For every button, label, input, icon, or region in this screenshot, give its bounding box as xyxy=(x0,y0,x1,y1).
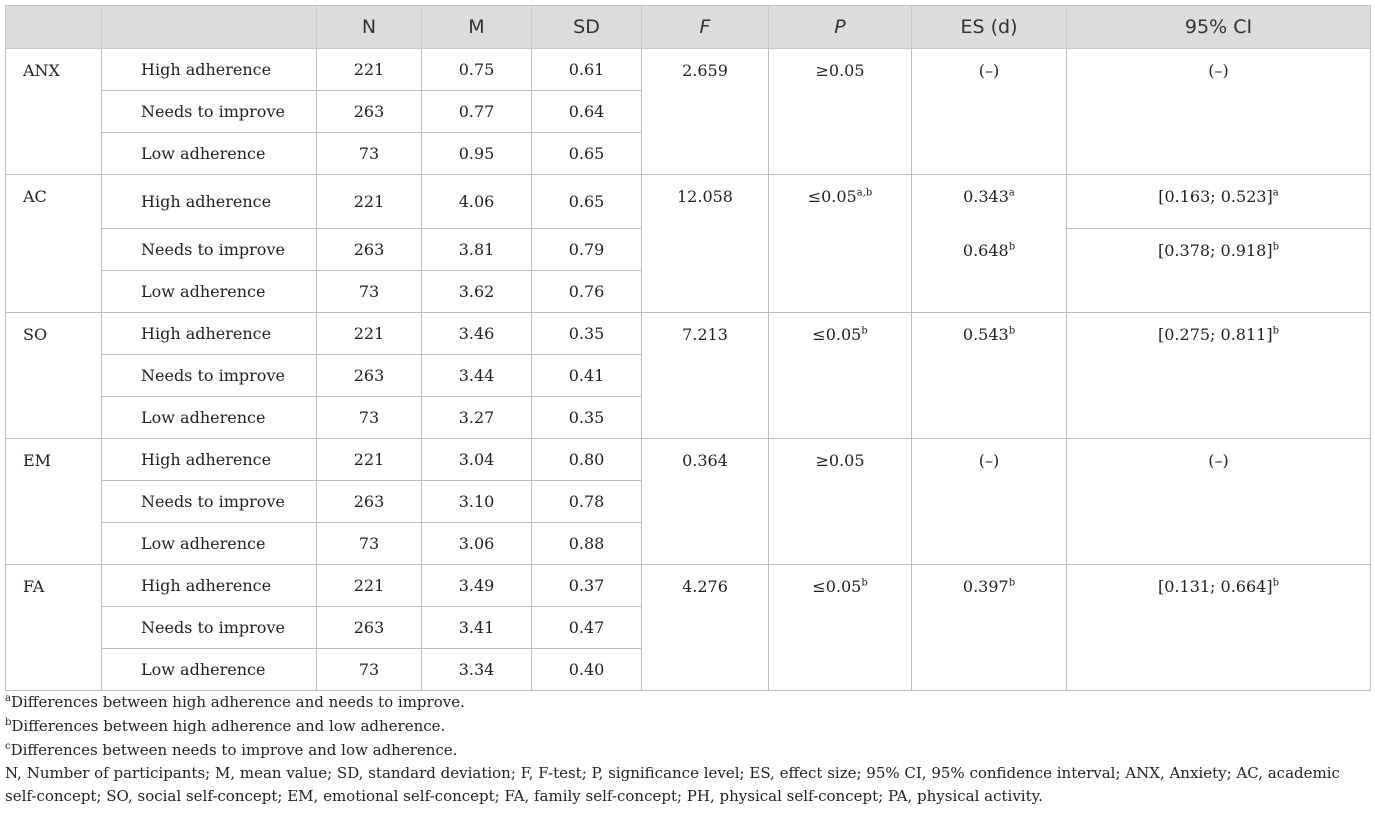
sd-value xyxy=(532,133,642,175)
group-label-text: EM xyxy=(23,451,52,470)
sd-value-text: 0.64 xyxy=(568,102,605,121)
p-value-superscript: b xyxy=(861,577,868,589)
f-value-text: 4.276 xyxy=(682,577,728,596)
confidence-interval xyxy=(1067,175,1371,229)
effect-size-text: (–) xyxy=(978,61,1000,80)
n-value-text: 73 xyxy=(358,282,380,301)
n-value-text: 221 xyxy=(353,576,385,595)
header-ci: 95% CI xyxy=(1067,6,1371,49)
n-value-text: 221 xyxy=(353,192,385,211)
sd-value-text: 0.65 xyxy=(568,192,605,211)
effect-size-text: 0.648 xyxy=(962,240,1009,260)
footnote-c xyxy=(5,738,1370,762)
footnote-text: Differences between high adherence and needs to improve. xyxy=(10,693,465,711)
adherence-group xyxy=(102,397,317,439)
sd-value xyxy=(532,355,642,397)
n-value xyxy=(317,313,422,355)
n-value-text: 73 xyxy=(358,660,380,679)
n-value-text: 263 xyxy=(353,240,385,259)
adherence-group xyxy=(102,565,317,607)
adherence-group xyxy=(102,523,317,565)
sd-value xyxy=(532,271,642,313)
f-value-text: 2.659 xyxy=(682,61,728,80)
adherence-group xyxy=(102,439,317,481)
n-value-text: 221 xyxy=(353,60,385,79)
n-value xyxy=(317,91,422,133)
effect-size-text: 0.543 xyxy=(962,325,1009,344)
group-label-text: ANX xyxy=(23,61,60,80)
sd-value-text: 0.88 xyxy=(568,534,605,553)
p-value-text: ≤0.05 xyxy=(807,187,857,206)
footnote-text: Differences between high adherence and low adherence. xyxy=(11,717,446,735)
table-row xyxy=(6,229,1371,271)
adherence-group-text: High adherence xyxy=(141,576,272,595)
mean-value xyxy=(422,523,532,565)
adherence-group-text: High adherence xyxy=(141,450,272,469)
table-row xyxy=(6,313,1371,355)
n-value xyxy=(317,565,422,607)
mean-value xyxy=(422,133,532,175)
f-value xyxy=(642,565,769,691)
mean-value-text: 3.27 xyxy=(458,408,495,427)
mean-value-text: 0.77 xyxy=(458,102,495,121)
confidence-interval-superscript: b xyxy=(1272,241,1279,253)
sd-value-text: 0.79 xyxy=(568,240,605,259)
f-value-text: 12.058 xyxy=(677,187,733,206)
confidence-interval-text: [0.378; 0.918] xyxy=(1158,241,1273,260)
confidence-interval-superscript: b xyxy=(1272,577,1279,589)
adherence-group xyxy=(102,607,317,649)
sd-value-text: 0.35 xyxy=(568,324,605,343)
confidence-interval xyxy=(1067,49,1371,175)
mean-value xyxy=(422,313,532,355)
sd-value-text: 0.61 xyxy=(568,60,605,79)
footnote-marker: a xyxy=(5,693,11,704)
effect-size-text: 0.397 xyxy=(962,577,1009,596)
n-value xyxy=(317,175,422,229)
sd-value-text: 0.37 xyxy=(568,576,605,595)
header-n: N xyxy=(317,6,422,49)
adherence-group xyxy=(102,313,317,355)
mean-value xyxy=(422,175,532,229)
adherence-group xyxy=(102,481,317,523)
adherence-group xyxy=(102,229,317,271)
mean-value xyxy=(422,481,532,523)
n-value xyxy=(317,133,422,175)
mean-value-text: 3.04 xyxy=(458,450,495,469)
n-value xyxy=(317,49,422,91)
p-value-continued xyxy=(769,229,912,313)
p-value xyxy=(769,313,912,439)
table-row xyxy=(6,439,1371,481)
confidence-interval xyxy=(1067,313,1371,439)
adherence-group xyxy=(102,91,317,133)
table-row xyxy=(6,175,1371,229)
effect-size-superscript: b xyxy=(1008,577,1016,589)
effect-size xyxy=(912,313,1067,439)
confidence-interval-superscript: a xyxy=(1272,187,1279,199)
mean-value-text: 3.46 xyxy=(458,324,495,343)
mean-value-text: 3.81 xyxy=(458,240,495,259)
confidence-interval-text: [0.131; 0.664] xyxy=(1158,577,1273,596)
adherence-group-text: Low adherence xyxy=(141,534,266,553)
p-value-text: ≤0.05 xyxy=(812,577,862,596)
sd-value xyxy=(532,649,642,691)
f-value-text: 7.213 xyxy=(682,325,728,344)
table-notes xyxy=(5,690,1370,808)
table-body xyxy=(6,49,1371,691)
mean-value-text: 3.10 xyxy=(458,492,495,511)
confidence-interval-text: [0.275; 0.811] xyxy=(1158,325,1273,344)
sd-value-text: 0.40 xyxy=(568,660,605,679)
mean-value-text: 3.49 xyxy=(458,576,495,595)
effect-size xyxy=(912,439,1067,565)
p-value-text: ≥0.05 xyxy=(815,451,865,470)
sd-value-text: 0.65 xyxy=(568,144,605,163)
group-label-text: AC xyxy=(23,187,47,206)
n-value xyxy=(317,397,422,439)
adherence-group-text: High adherence xyxy=(141,60,272,79)
confidence-interval xyxy=(1067,439,1371,565)
adherence-group-text: Needs to improve xyxy=(141,618,285,637)
n-value xyxy=(317,649,422,691)
p-value xyxy=(769,439,912,565)
f-value xyxy=(642,313,769,439)
mean-value xyxy=(422,565,532,607)
mean-value xyxy=(422,49,532,91)
sd-value-text: 0.80 xyxy=(568,450,605,469)
sd-value xyxy=(532,313,642,355)
n-value-text: 73 xyxy=(358,144,380,163)
effect-size-text: 0.343 xyxy=(963,187,1009,206)
confidence-interval-text: (–) xyxy=(1208,61,1229,80)
confidence-interval xyxy=(1067,565,1371,691)
table-row xyxy=(6,49,1371,91)
sd-value xyxy=(532,607,642,649)
sd-value xyxy=(532,91,642,133)
sd-value xyxy=(532,523,642,565)
adherence-group-text: Needs to improve xyxy=(141,102,285,121)
p-value-text: ≥0.05 xyxy=(815,61,865,80)
mean-value-text: 3.34 xyxy=(458,660,495,679)
adherence-group xyxy=(102,649,317,691)
mean-value xyxy=(422,91,532,133)
effect-size xyxy=(912,49,1067,175)
sd-value xyxy=(532,397,642,439)
n-value xyxy=(317,439,422,481)
mean-value xyxy=(422,229,532,271)
confidence-interval-text: (–) xyxy=(1208,451,1229,470)
sd-value xyxy=(532,229,642,271)
footnote-marker: b xyxy=(5,717,12,728)
adherence-group xyxy=(102,355,317,397)
sd-value xyxy=(532,481,642,523)
footnote-text: Differences between needs to improve and low adherence. xyxy=(10,741,458,759)
n-value-text: 73 xyxy=(358,408,380,427)
mean-value xyxy=(422,355,532,397)
confidence-interval-superscript: b xyxy=(1272,325,1279,337)
footnote-b xyxy=(5,714,1370,738)
header-es: ES (d) xyxy=(912,6,1067,49)
n-value-text: 73 xyxy=(358,534,380,553)
mean-value xyxy=(422,439,532,481)
adherence-group-text: Low adherence xyxy=(141,408,266,427)
mean-value-text: 3.06 xyxy=(458,534,495,553)
sd-value-text: 0.76 xyxy=(568,282,605,301)
abbreviations-note: N, Number of participants; M, mean value; SD, standard deviation; F, F-test; P, significance level; ES, effect size; 95% CI, 95% confidence interval; ANX, Anxiety; AC, academic self-concept; SO, social self-concept; EM, emotional self-concept; FA, family self-concept; PH, physical self-concept; PA, physical activity. xyxy=(5,764,1340,805)
adherence-group xyxy=(102,175,317,229)
sd-value-text: 0.41 xyxy=(568,366,605,385)
adherence-group-text: Needs to improve xyxy=(141,366,285,385)
p-value-text: ≤0.05 xyxy=(812,325,862,344)
n-value-text: 263 xyxy=(353,492,385,511)
results-table xyxy=(5,5,1371,691)
mean-value xyxy=(422,397,532,439)
n-value-text: 263 xyxy=(353,618,385,637)
group-label xyxy=(6,439,102,565)
sd-value-text: 0.78 xyxy=(568,492,605,511)
n-value xyxy=(317,355,422,397)
n-value xyxy=(317,523,422,565)
mean-value-text: 0.95 xyxy=(458,144,495,163)
n-value-text: 221 xyxy=(353,324,385,343)
n-value xyxy=(317,607,422,649)
header-f: F xyxy=(642,6,769,49)
sd-value-text: 0.47 xyxy=(568,618,605,637)
mean-value xyxy=(422,271,532,313)
f-value xyxy=(642,175,769,229)
adherence-group-text: Needs to improve xyxy=(141,492,285,511)
sd-value xyxy=(532,439,642,481)
sd-value xyxy=(532,49,642,91)
p-value-superscript: b xyxy=(861,325,868,337)
group-label xyxy=(6,565,102,691)
f-value-continued xyxy=(642,229,769,313)
sd-value-text: 0.35 xyxy=(568,408,605,427)
header-p: P xyxy=(769,6,912,49)
header-m: M xyxy=(422,6,532,49)
n-value-text: 263 xyxy=(353,102,385,121)
p-value xyxy=(769,175,912,229)
adherence-group-text: High adherence xyxy=(141,192,272,211)
mean-value-text: 0.75 xyxy=(458,60,495,79)
adherence-group xyxy=(102,49,317,91)
mean-value-text: 4.06 xyxy=(458,192,495,211)
table-row xyxy=(6,565,1371,607)
f-value xyxy=(642,49,769,175)
adherence-group xyxy=(102,133,317,175)
mean-value-text: 3.41 xyxy=(458,618,495,637)
mean-value-text: 3.62 xyxy=(458,282,495,301)
sd-value xyxy=(532,565,642,607)
header-row xyxy=(6,6,1371,49)
n-value xyxy=(317,271,422,313)
effect-size xyxy=(912,175,1067,229)
effect-size-superscript: b xyxy=(1008,241,1016,253)
f-value-text: 0.364 xyxy=(682,451,728,470)
header-cell-blank-1 xyxy=(6,6,102,49)
effect-size-superscript: a xyxy=(1008,187,1015,199)
mean-value-text: 3.44 xyxy=(458,366,495,385)
p-value xyxy=(769,565,912,691)
confidence-interval xyxy=(1067,229,1371,313)
mean-value xyxy=(422,649,532,691)
n-value xyxy=(317,481,422,523)
group-label-text: SO xyxy=(23,325,48,344)
n-value-text: 221 xyxy=(353,450,385,469)
effect-size-text: (–) xyxy=(978,451,1000,470)
header-cell-blank-2 xyxy=(102,6,317,49)
adherence-group-text: Needs to improve xyxy=(141,240,285,259)
n-value-text: 263 xyxy=(353,366,385,385)
mean-value xyxy=(422,607,532,649)
group-label xyxy=(6,49,102,175)
group-label-text: FA xyxy=(23,577,45,596)
p-value xyxy=(769,49,912,175)
sd-value xyxy=(532,175,642,229)
f-value xyxy=(642,439,769,565)
effect-size xyxy=(912,229,1067,313)
effect-size xyxy=(912,565,1067,691)
adherence-group-text: Low adherence xyxy=(141,144,266,163)
footnote-marker: c xyxy=(5,741,11,752)
adherence-group-text: Low adherence xyxy=(141,282,266,301)
effect-size-superscript: b xyxy=(1008,325,1016,337)
p-value-superscript: a,b xyxy=(856,187,873,199)
group-label xyxy=(6,313,102,439)
adherence-group-text: High adherence xyxy=(141,324,272,343)
adherence-group xyxy=(102,271,317,313)
n-value xyxy=(317,229,422,271)
header-sd: SD xyxy=(532,6,642,49)
confidence-interval-text: [0.163; 0.523] xyxy=(1158,187,1273,206)
group-label xyxy=(6,175,102,313)
adherence-group-text: Low adherence xyxy=(141,660,266,679)
footnote-a xyxy=(5,690,1370,714)
